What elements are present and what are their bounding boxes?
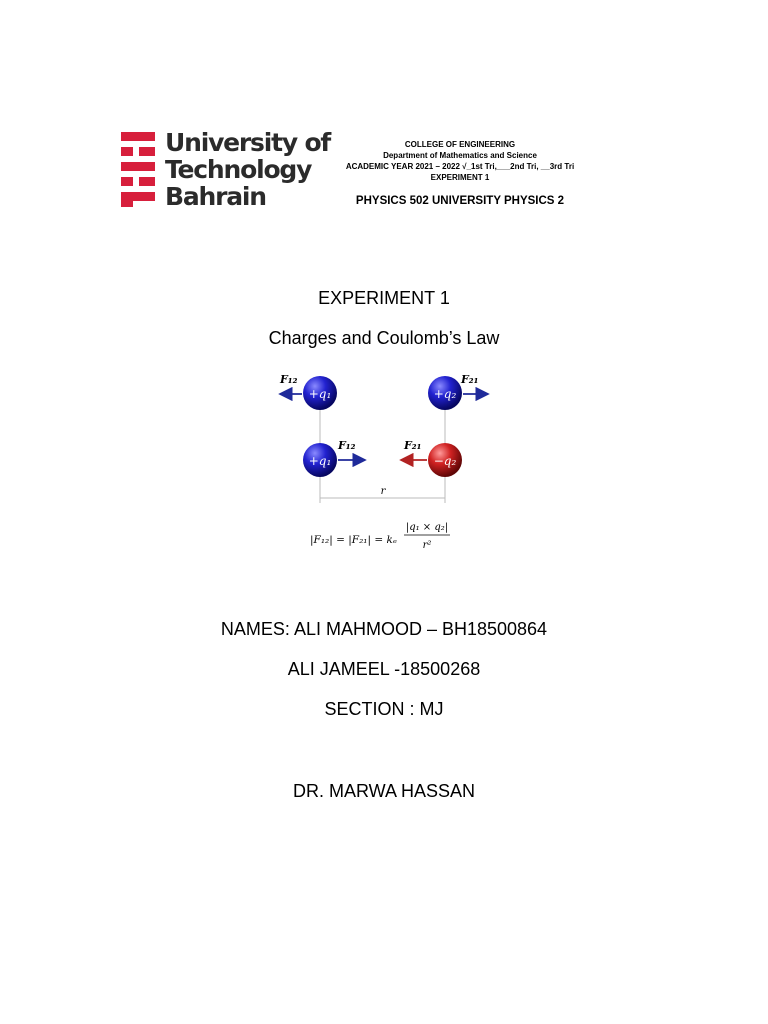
- course-header: [330, 139, 590, 207]
- university-logo: [118, 128, 331, 212]
- label-f21-bottom: F₂₁: [404, 439, 422, 452]
- coulomb-diagram: [270, 365, 500, 555]
- header-experiment: EXPERIMENT 1: [430, 173, 490, 182]
- names-line-2: ALI JAMEEL -18500268: [287, 659, 481, 679]
- charge-q1-top-label: +q₁: [308, 387, 332, 401]
- experiment-title: EXPERIMENT 1: [318, 288, 450, 308]
- label-f21-top: F₂₁: [461, 373, 479, 386]
- section-line: SECTION : MJ: [324, 699, 444, 719]
- formula-lhs: |F₁₂| = |F₂₁| = kₑ: [310, 534, 397, 546]
- logo-text-line3: Bahrain: [165, 182, 266, 211]
- names-line: NAMES: ALI MAHMOOD – BH18500864: [220, 619, 548, 639]
- course-title: PHYSICS 502 UNIVERSITY PHYSICS 2: [355, 195, 565, 207]
- instructor-name: DR. MARWA HASSAN: [292, 781, 476, 801]
- label-f12-top: F₁₂: [280, 373, 298, 386]
- college-name: COLLEGE OF ENGINEERING: [404, 140, 516, 149]
- logo-mark-icon: [118, 128, 158, 212]
- formula-numerator: |q₁ × q₂|: [405, 522, 449, 533]
- charge-q2-top-label: +q₂: [433, 387, 457, 401]
- academic-year: ACADEMIC YEAR 2021 – 2022 √_1st Tri,___2nd Tri, __3rd Tri: [345, 162, 575, 171]
- label-f12-bottom: F₁₂: [338, 439, 356, 452]
- department-name: Department of Mathematics and Science: [383, 151, 537, 160]
- formula-denominator: r²: [422, 540, 432, 551]
- charge-q1-bottom-label: +q₁: [308, 454, 332, 468]
- charge-q2-bottom-label: −q₂: [433, 454, 457, 468]
- distance-label: r: [380, 486, 386, 497]
- experiment-subject: Charges and Coulomb’s Law: [268, 328, 500, 348]
- logo-text-line2: Technology: [165, 155, 312, 184]
- logo-text-line1: University of: [165, 128, 331, 157]
